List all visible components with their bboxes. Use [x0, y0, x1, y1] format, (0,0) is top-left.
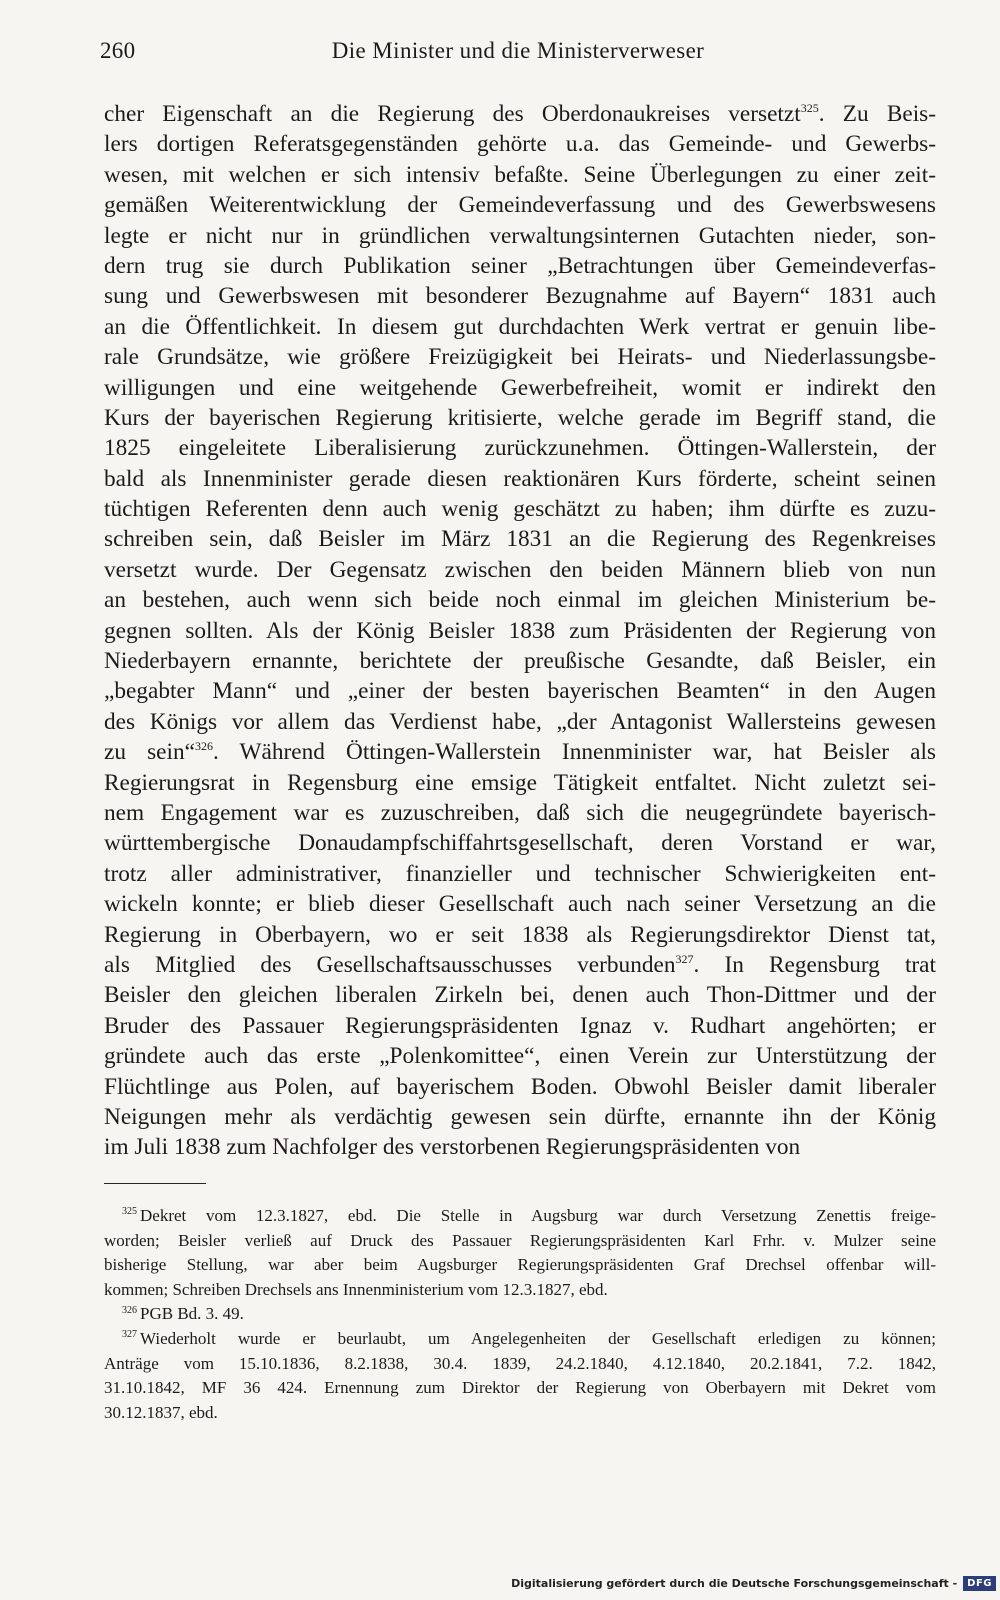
text-line: Regierung in Oberbayern, wo er seit 1838 als Regierungsdirektor Dienst tat,: [104, 921, 936, 948]
text-line: nem Engagement war es zuzuschreiben, daß sich die neugegründete bayerisch-: [104, 799, 936, 826]
running-head: [100, 38, 936, 78]
footnote-326: $^{326}$ PGB Bd. 3. 49.: [122, 1304, 244, 1324]
footnote-line: 31.10.1842, MF 36 424. Ernennung zum Direktor der Regierung von Oberbayern mit Dekret vom: [104, 1378, 936, 1398]
footnote-line: worden; Beisler verließ auf Druck des Passauer Regierungspräsidenten Karl Frhr. v. Mulzer seine: [104, 1230, 936, 1250]
dfg-logo: DFG: [963, 1576, 996, 1591]
text-line: zu sein“$^{326}$. Während Öttingen-Wallerstein Innenminister war, hat Beisler als: [104, 739, 936, 766]
text-line: Beisler den gleichen liberalen Zirkeln bei, denen auch Thon-Dittmer und der: [104, 982, 936, 1009]
digitization-credit: [511, 1572, 996, 1594]
running-title: Die Minister und die Ministerverweser: [331, 38, 705, 63]
footnote-327: $^{327}$ Wiederholt wurde er beurlaubt, um Angelegenheiten der Gesellschaft erledigen zu können;: [122, 1328, 936, 1348]
text-line: wickeln konnte; er blieb dieser Gesellschaft auch nach seiner Versetzung an die: [104, 891, 936, 918]
text-line: gemäßen Weiterentwicklung der Gemeindeverfassung und des Gewerbswesens: [104, 192, 936, 219]
footnote-number: 326: [122, 1304, 137, 1316]
text-line: gründete auch das erste „Polenkomittee“, einen Verein zur Unterstützung der: [104, 1043, 936, 1070]
main-text: [104, 99, 936, 1163]
footnote-number: 327: [122, 1329, 137, 1341]
text-line: „begabter Mann“ und „einer der besten bayerischen Beamten“ in den Augen: [104, 678, 936, 705]
text-line: schreiben sein, daß Beisler im März 1831 an die Regierung des Regenkreises: [104, 526, 936, 553]
text-line: im Juli 1838 zum Nachfolger des verstorbenen Regierungspräsidenten von: [104, 1134, 801, 1161]
text-line: bald als Innenminister gerade diesen reaktionären Kurs förderte, scheint seinen: [104, 465, 936, 492]
footnote-line: bisherige Stellung, war aber beim Augsburger Regierungspräsidenten Graf Drechsel offenbar will-: [104, 1255, 936, 1275]
footnote-line: Anträge vom 15.10.1836, 8.2.1838, 30.4. 1839, 24.2.1840, 4.12.1840, 20.2.1841, 7.2. 1842,: [104, 1353, 936, 1373]
text-line: wesen, mit welchen er sich intensiv befaßte. Seine Überlegungen zu einer zeit-: [104, 161, 936, 188]
text-line: Regierungsrat in Regensburg eine emsige Tätigkeit entfaltet. Nicht zuletzt sei-: [104, 769, 936, 796]
text-line: rale Grundsätze, wie größere Freizügigkeit bei Heirats- und Niederlassungsbe-: [104, 344, 936, 371]
text-line: Niederbayern ernannte, berichtete der preußische Gesandte, daß Beisler, ein: [104, 648, 936, 675]
text-line: sung und Gewerbswesen mit besonderer Bezugnahme auf Bayern“ 1831 auch: [104, 283, 936, 310]
text-line: gegnen sollten. Als der König Beisler 1838 zum Präsidenten der Regierung von: [104, 617, 936, 644]
footnote-line: kommen; Schreiben Drechsels ans Innenministerium vom 12.3.1827, ebd.: [104, 1279, 608, 1299]
text-line: als Mitglied des Gesellschaftsausschusses verbunden$^{327}$. In Regensburg trat: [104, 951, 936, 978]
footnote-325: $^{325}$ Dekret vom 12.3.1827, ebd. Die Stelle in Augsburg war durch Versetzung Zenettis freige-: [122, 1206, 936, 1225]
text-line: willigungen und eine weitgehende Gewerbefreiheit, womit er indirekt den: [104, 374, 936, 401]
footnote-number: 325: [122, 1206, 137, 1218]
footnote-divider: [104, 1183, 206, 1184]
text-line: trotz aller administrativer, finanzieller und technischer Schwierigkeiten ent-: [104, 860, 936, 887]
text-line: Neigungen mehr als verdächtig gewesen sein dürfte, ernannte ihn der König: [104, 1103, 936, 1130]
text-line: an die Öffentlichkeit. In diesem gut durchdachten Werk vertrat er genuin libe-: [104, 313, 936, 340]
text-line: lers dortigen Referatsgegenständen gehörte u.a. das Gemeinde- und Gewerbs-: [104, 131, 936, 158]
text-line: 1825 eingeleitete Liberalisierung zurückzunehmen. Öttingen-Wallerstein, der: [104, 435, 936, 462]
text-line: württembergische Donaudampfschiffahrtsgesellschaft, deren Vorstand er war,: [104, 830, 936, 857]
text-line: Flüchtlinge aus Polen, auf bayerischem Boden. Obwohl Beisler damit liberaler: [104, 1073, 936, 1100]
text-line: Bruder des Passauer Regierungspräsidenten Ignaz v. Rudhart angehörten; er: [104, 1012, 936, 1039]
footnotes: [104, 1204, 936, 1425]
text-line: an bestehen, auch wenn sich beide noch einmal im gleichen Ministerium be-: [104, 587, 936, 614]
footnote-line: 30.12.1837, ebd.: [104, 1402, 218, 1422]
page-number: 260: [100, 38, 136, 63]
text-line: versetzt wurde. Der Gegensatz zwischen den beiden Männern blieb von nun: [104, 556, 936, 583]
footnote-ref[interactable]: 325: [800, 101, 819, 116]
text-line: des Königs vor allem das Verdienst habe, „der Antagonist Wallersteins gewesen: [104, 708, 936, 735]
footnote-ref[interactable]: 327: [675, 952, 694, 967]
text-line: Kurs der bayerischen Regierung kritisierte, welche gerade im Begriff stand, die: [104, 404, 936, 431]
text-line: dern trug sie durch Publikation seiner „Betrachtungen über Gemeindeverfas-: [104, 252, 936, 279]
credit-text: Digitalisierung gefördert durch die Deutsche Forschungsgemeinschaft -: [511, 1576, 958, 1590]
footnote-ref[interactable]: 326: [194, 739, 213, 754]
text-line: legte er nicht nur in gründlichen verwaltungsinternen Gutachten nieder, son-: [104, 222, 936, 249]
text-line: tüchtigen Referenten denn auch wenig geschätzt zu haben; ihm dürfte es zuzu-: [104, 496, 936, 523]
text-line: cher Eigenschaft an die Regierung des Oberdonaukreises versetzt$^{325}$. Zu Beis-: [104, 101, 936, 127]
